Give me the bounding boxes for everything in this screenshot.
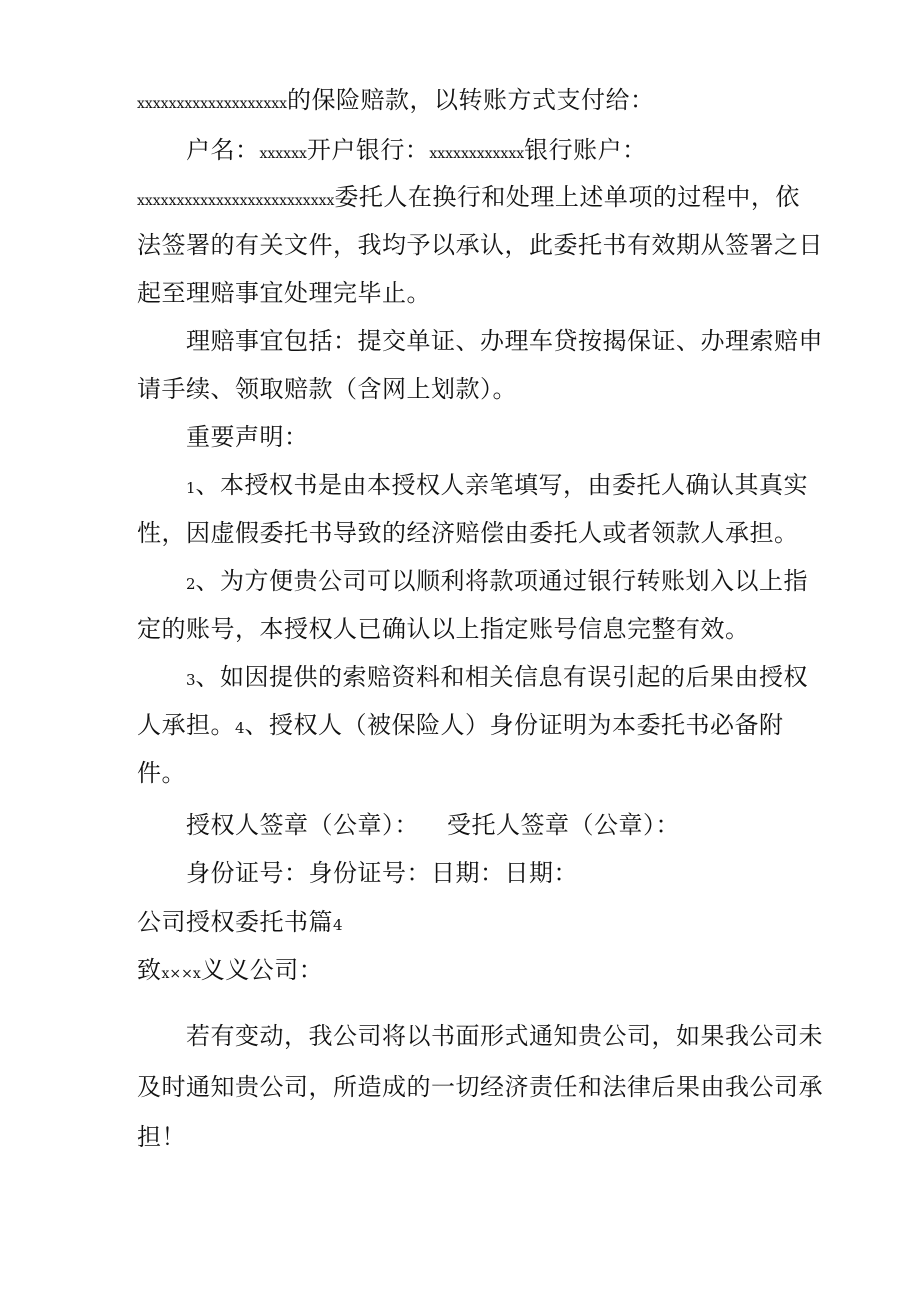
declaration-item-3-line-1: [186, 661, 808, 696]
bank-value: xxxxxxxxxxxx: [429, 146, 525, 162]
masked-payee: xxxxxxxxxxxxxxxxxxx: [137, 96, 288, 112]
account-number-value: xxxxxxxxxxxxxxxxxxxxxxxxx: [137, 193, 335, 209]
account-number-label: 银行账户：: [524, 136, 647, 164]
section-title: [137, 906, 343, 941]
declaration-item-3-line-2: [137, 709, 784, 744]
addressee-suffix: 义义公司：: [200, 956, 324, 984]
account-name-label: 户名：: [186, 136, 260, 164]
section-title-text: 公司授权委托书篇: [137, 908, 333, 936]
entrustment-text: 委托人在换行和处理上述单项的过程中，依: [334, 183, 800, 211]
section-title-number: 4: [333, 916, 343, 934]
bank-label: 开户银行：: [306, 136, 430, 164]
notice-line-3: 担！: [137, 1123, 186, 1151]
item-3-number: 3: [186, 671, 196, 689]
agent-signature-label: 受托人签章（公章）：: [447, 811, 680, 839]
notice-line-1: 若有变动，我公司将以书面形式通知贵公司，如果我公司未: [186, 1022, 823, 1050]
declaration-item-1-line-2: 性，因虚假委托书导致的经济赔偿由委托人或者领款人承担。: [137, 519, 799, 547]
declaration-heading: 重要声明：: [186, 423, 309, 451]
entrustment-line-2: 法签署的有关文件，我均予以承认，此委托书有效期从签署之日: [137, 231, 823, 259]
grantor-signature-label: 授权人签章（公章）：: [186, 811, 419, 839]
notice-line-2: 及时通知贵公司，所造成的一切经济责任和法律后果由我公司承: [137, 1073, 823, 1101]
addressee-line: [137, 954, 323, 990]
declaration-item-1-line-1: [186, 469, 808, 504]
payment-text: 的保险赔款，以转账方式支付给：: [287, 86, 655, 114]
declaration-item-4-line-2: 件。: [137, 759, 186, 787]
item-3-text: 、如因提供的索赔资料和相关信息有误引起的后果由授权: [195, 663, 809, 691]
claims-line-1: 理赔事宜包括：提交单证、办理车贷按揭保证、办理索赔申: [186, 327, 823, 355]
entrustment-line-3: 起至理赔事宜处理完毕止。: [137, 279, 431, 307]
item-2-number: 2: [186, 575, 196, 593]
payment-line: [137, 84, 655, 120]
declaration-item-2-line-1: [186, 565, 808, 600]
item-1-text: 、本授权书是由本授权人亲笔填写，由委托人确认其真实: [195, 471, 809, 499]
addressee-masked: x××x: [161, 966, 201, 982]
item-2-text: 、为方便贵公司可以顺利将款项通过银行转账划入以上指: [195, 567, 809, 595]
claims-line-2: 请手续、领取赔款（含网上划款）。: [137, 375, 517, 403]
item-4-number: 4: [235, 719, 245, 737]
declaration-item-2-line-2: 定的账号，本授权人已确认以上指定账号信息完整有效。: [137, 615, 750, 643]
item-3-end: 人承担。: [137, 711, 235, 739]
signature-line: [186, 809, 680, 841]
addressee-prefix: 致: [137, 956, 162, 984]
id-date-line: 身份证号：身份证号：日期：日期：: [186, 859, 578, 887]
item-1-number: 1: [186, 479, 196, 497]
account-name-value: xxxxxx: [259, 146, 307, 162]
account-number-line: [137, 181, 800, 217]
account-info-line: [186, 134, 647, 170]
item-4-text: 、授权人（被保险人）身份证明为本委托书必备附: [244, 711, 784, 739]
